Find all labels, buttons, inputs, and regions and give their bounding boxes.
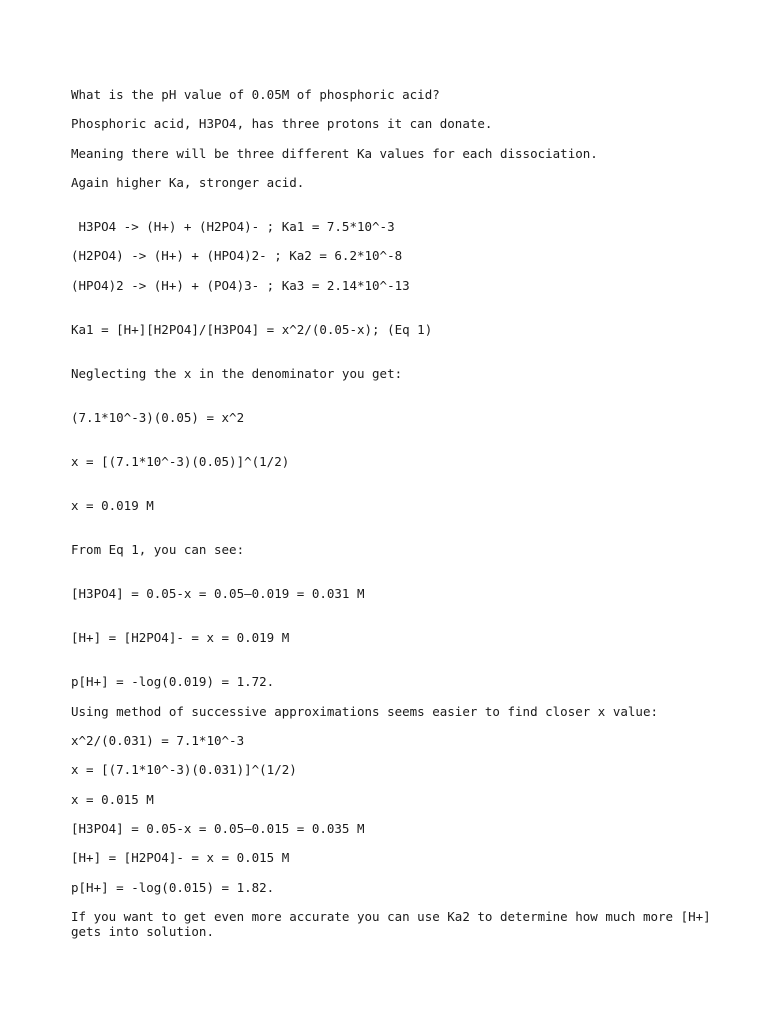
text-line: Phosphoric acid, H3PO4, has three protons it can donate. <box>71 116 493 131</box>
equation-line: x = [(7.1*10^-3)(0.05)]^(1/2) <box>71 454 290 469</box>
equation-line: (HPO4)2 -> (H+) + (PO4)3- ; Ka3 = 2.14*10^-13 <box>71 278 410 293</box>
equation-line: [H3PO4] = 0.05-x = 0.05–0.019 = 0.031 M <box>71 586 365 601</box>
equation-line: Ka1 = [H+][H2PO4]/[H3PO4] = x^2/(0.05-x); (Eq 1) <box>71 322 433 337</box>
equation-line: (7.1*10^-3)(0.05) = x^2 <box>71 410 245 425</box>
equation-line: p[H+] = -log(0.015) = 1.82. <box>71 880 275 895</box>
text-line: Neglecting the x in the denominator you get: <box>71 366 403 381</box>
equation-line: p[H+] = -log(0.019) = 1.72. <box>71 674 275 689</box>
equation-line: x^2/(0.031) = 7.1*10^-3 <box>71 733 245 748</box>
text-line: Again higher Ka, stronger acid. <box>71 175 305 190</box>
question-line: What is the pH value of 0.05M of phosphoric acid? <box>71 87 440 102</box>
text-line: Meaning there will be three different Ka values for each dissociation. <box>71 146 598 161</box>
equation-line: [H3PO4] = 0.05-x = 0.05–0.015 = 0.035 M <box>71 821 365 836</box>
equation-line: x = 0.019 M <box>71 498 154 513</box>
equation-line: H3PO4 -> (H+) + (H2PO4)- ; Ka1 = 7.5*10^-3 <box>71 219 395 234</box>
equation-line: [H+] = [H2PO4]- = x = 0.019 M <box>71 630 290 645</box>
equation-line: (H2PO4) -> (H+) + (HPO4)2- ; Ka2 = 6.2*10^-8 <box>71 248 403 263</box>
equation-line: [H+] = [H2PO4]- = x = 0.015 M <box>71 850 290 865</box>
text-line: From Eq 1, you can see: <box>71 542 245 557</box>
text-line: Using method of successive approximations seems easier to find closer x value: <box>71 704 658 719</box>
equation-line: x = [(7.1*10^-3)(0.031)]^(1/2) <box>71 762 297 777</box>
equation-line: x = 0.015 M <box>71 792 154 807</box>
text-line: If you want to get even more accurate you can use Ka2 to determine how much more [H+] gets into solution. <box>71 909 719 939</box>
